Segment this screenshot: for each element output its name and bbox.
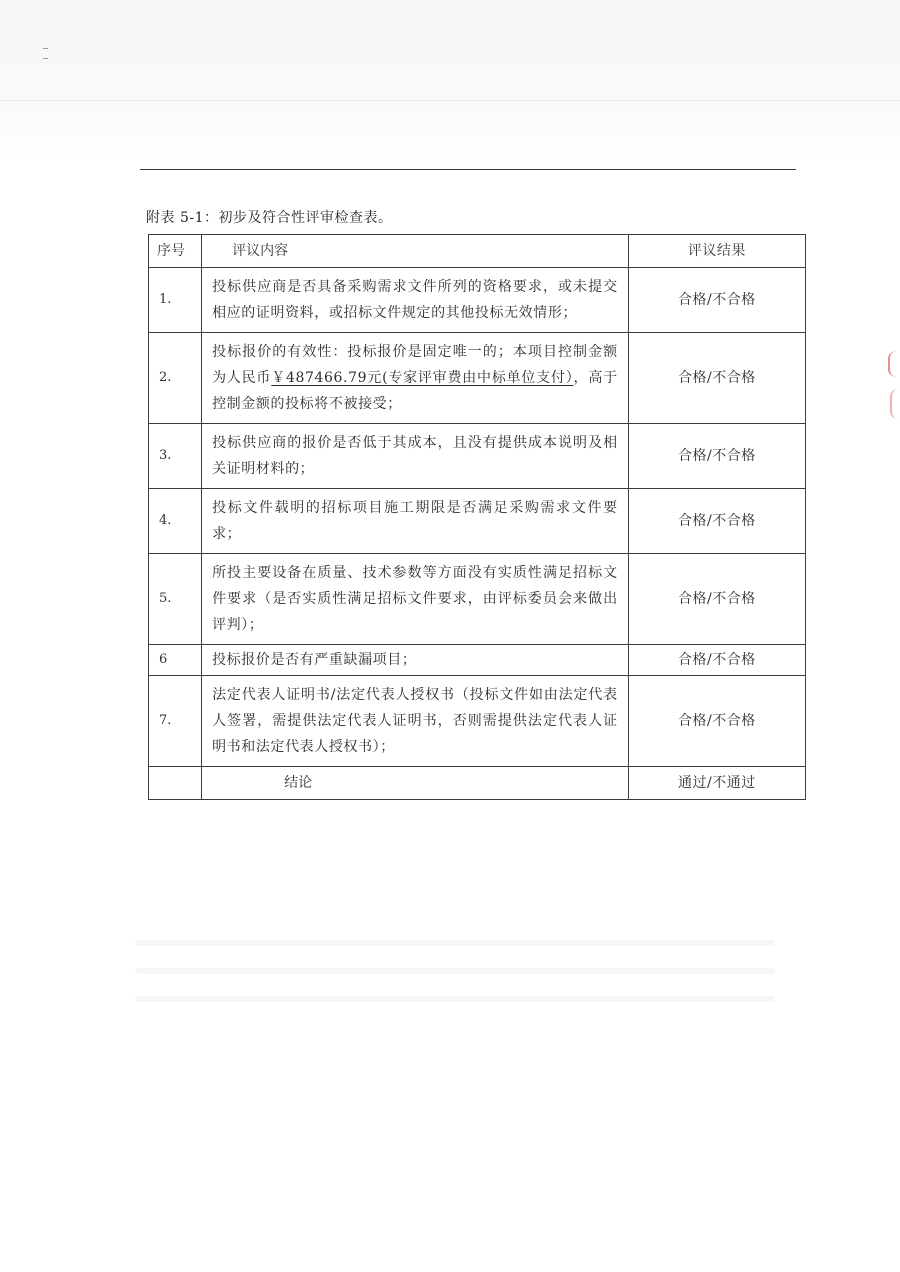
row-result: 合格/不合格: [628, 489, 805, 554]
row-result: 合格/不合格: [628, 554, 805, 645]
table-row: [149, 489, 806, 554]
conclusion-no: [149, 767, 202, 800]
row-result: 合格/不合格: [628, 676, 805, 767]
seal-edge-mark: [886, 345, 900, 435]
row-content-text: 投标报价的有效性：投标报价是固定唯一的；本项目控制金额为人民币: [212, 344, 618, 386]
row-no: 6: [149, 645, 202, 676]
row-result: 合格/不合格: [628, 268, 805, 333]
header-rule: [140, 169, 796, 170]
row-content: 法定代表人证明书/法定代表人授权书（投标文件如由法定代表人签署，需提供法定代表人证明书，否则需提供法定代表人证明书和法定代表人授权书）；: [202, 676, 629, 767]
header-no: 序号: [149, 235, 202, 268]
row-no: 5.: [149, 554, 202, 645]
row-result: 合格/不合格: [628, 424, 805, 489]
row-content: 投标报价是否有严重缺漏项目；: [202, 645, 629, 676]
row-content: 所投主要设备在质量、技术参数等方面没有实质性满足招标文件要求（是否实质性满足招标文件要求，由评标委员会来做出评判）；: [202, 554, 629, 645]
control-amount-underlined: ￥487466.79元(专家评审费由中标单位支付）: [271, 370, 574, 386]
row-no: 4.: [149, 489, 202, 554]
table-caption: 附表 5-1：初步及符合性评审检查表。: [146, 210, 393, 226]
table-row: [149, 333, 806, 424]
row-result: 合格/不合格: [628, 333, 805, 424]
table-row: [149, 268, 806, 333]
row-no: 3.: [149, 424, 202, 489]
row-content-text: ，高于控制金额的投标将不被接受；: [212, 370, 618, 412]
table-header-row: [149, 235, 806, 268]
table-row: [149, 424, 806, 489]
row-content: 投标供应商是否具备采购需求文件所列的资格要求，或未提交相应的证明资料，或招标文件规定的其他投标无效情形；: [202, 268, 629, 333]
row-result: 合格/不合格: [628, 645, 805, 676]
conclusion-row: [149, 767, 806, 800]
row-content: [202, 333, 629, 424]
conclusion-label: 结论: [202, 767, 629, 800]
corner-mark: [43, 48, 49, 70]
table-row: [149, 676, 806, 767]
row-no: 2.: [149, 333, 202, 424]
row-content: 投标文件载明的招标项目施工期限是否满足采购需求文件要求；: [202, 489, 629, 554]
header-content: 评议内容: [202, 235, 629, 268]
row-no: 1.: [149, 268, 202, 333]
conclusion-result: 通过/不通过: [628, 767, 805, 800]
row-no: 7.: [149, 676, 202, 767]
scan-band: [0, 100, 900, 101]
review-table: [148, 234, 806, 800]
header-result: 评议结果: [628, 235, 805, 268]
row-content: 投标供应商的报价是否低于其成本，且没有提供成本说明及相关证明材料的；: [202, 424, 629, 489]
table-row: [149, 554, 806, 645]
table-row: [149, 645, 806, 676]
bleed-through-shadow: [135, 940, 775, 1030]
